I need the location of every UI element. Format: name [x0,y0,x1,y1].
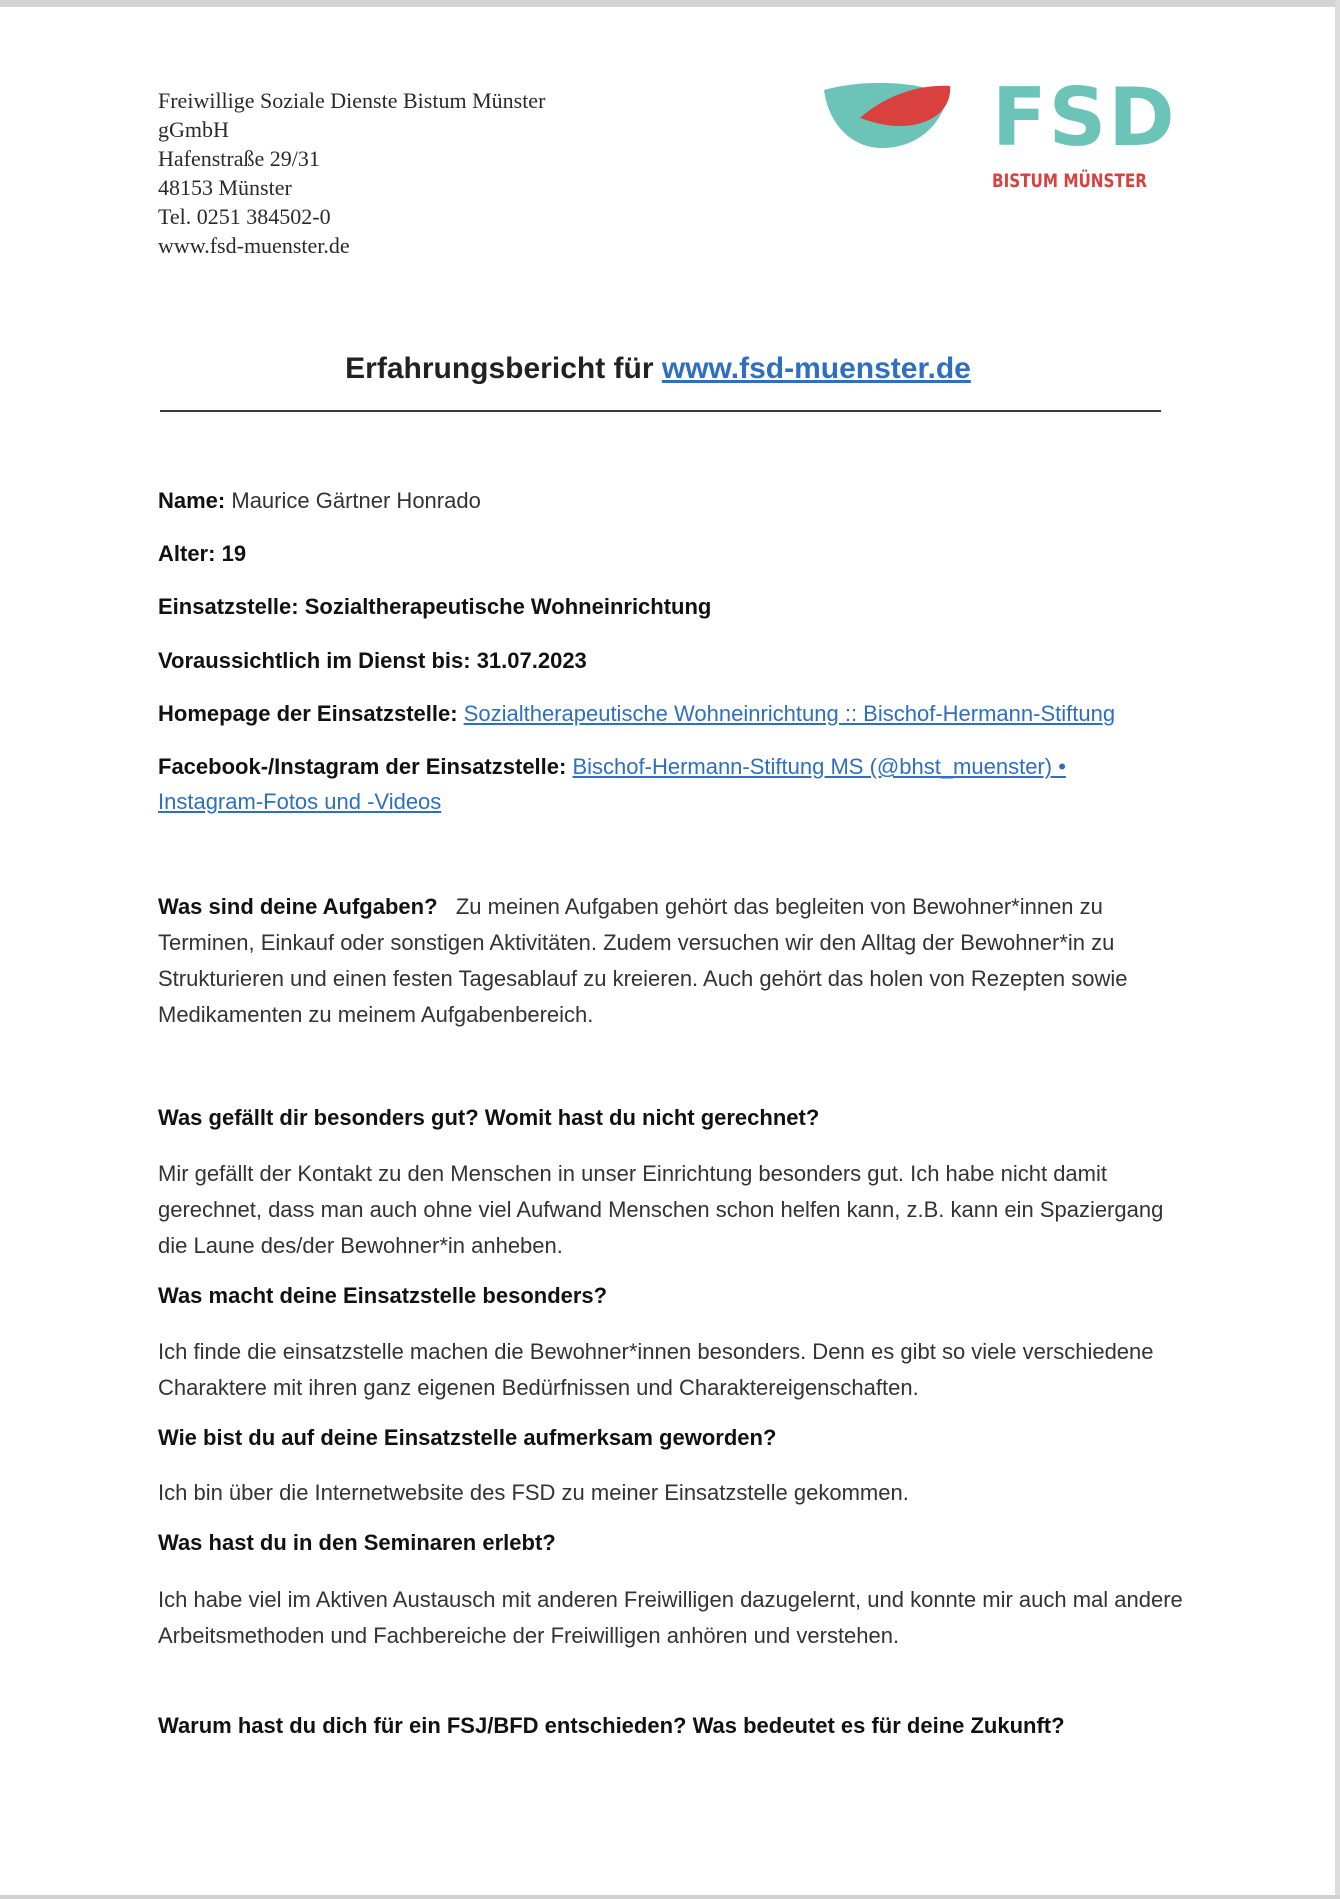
question-placement-special: Was macht deine Einsatzstelle besonders? [158,1283,608,1308]
answer-tasks-text: Zu meinen Aufgaben gehört das begleiten von Bewohner*innen zu Terminen, Einkauf oder sonstigen Aktivitäten. Zudem versuchen wir den Alltag der Bewohner*in zu Strukturieren und einen festen Tagesablauf zu kreieren. Auch gehört das holen von Rezepten sowie Medikamenten zu meinem Aufgabenbereich. [158,894,1128,1027]
question-seminars: Was hast du in den Seminaren erlebt? [158,1530,556,1555]
fsd-logo-wordmark: FSD [992,71,1177,164]
field-social-continued [158,785,441,819]
question-likes: Was gefällt dir besonders gut? Womit hast du nicht gerechnet? [158,1105,820,1130]
question-how-found: Wie bist du auf deine Einsatzstelle aufmerksam geworden? [158,1425,777,1450]
address-line-phone: Tel. 0251 384502-0 [158,204,331,229]
address-line-city: 48153 Münster [158,175,292,200]
fsd-logo [820,71,1177,198]
title-divider [160,410,1161,412]
title-website-link[interactable]: www.fsd-muenster.de [661,352,971,385]
question-tasks: Was sind deine Aufgaben? [158,894,438,919]
answer-seminars: Ich habe viel im Aktiven Austausch mit anderen Freiwilligen dazugelernt, und konnte mir auch mal andere Arbeitsmethoden und Fachbereiche der Freiwilligen anhören und verstehen. [158,1587,1183,1648]
fsd-logo-subtitle: BISTUM MÜNSTER [992,170,1147,192]
placement-label: Einsatzstelle: [158,594,299,619]
service-end-label: Voraussichtlich im Dienst bis: [158,648,471,673]
address-line-website: www.fsd-muenster.de [158,233,350,258]
page-title [158,352,1158,386]
social-link[interactable]: Bischof-Hermann-Stiftung MS (@bhst_muenster) • [572,754,1066,779]
social-label: Facebook-/Instagram der Einsatzstelle: [158,754,567,779]
age-value: 19 [221,541,247,566]
answer-likes: Mir gefällt der Kontakt zu den Menschen in unser Einrichtung besonders gut. Ich habe nicht damit gerechnet, dass man auch ohne viel Aufwand Menschen schon helfen kann, z.B. kann ein Spaziergang die Laune des/der Bewohner*in anheben. [158,1161,1164,1258]
answer-how-found: Ich bin über die Internetwebsite des FSD zu meiner Einsatzstelle gekommen. [158,1480,909,1505]
scan-edge-right [1335,0,1340,1899]
title-prefix: Erfahrungsbericht für [345,352,654,385]
question-why-fsj: Warum hast du dich für ein FSJ/BFD entschieden? Was bedeutet es für deine Zukunft? [158,1713,1065,1738]
age-label: Alter: [158,541,216,566]
address-line-street: Hafenstraße 29/31 [158,146,320,171]
field-name [158,484,481,518]
scan-edge-top [0,0,1340,7]
sender-address [158,86,545,260]
field-social [158,750,1066,784]
answer-placement-special: Ich finde die einsatzstelle machen die Bewohner*innen besonders. Denn es gibt so viele verschiedene Charaktere mit ihren ganz eigenen Bedürfnissen und Charaktereigenschaften. [158,1339,1154,1400]
service-end-value: 31.07.2023 [476,648,587,673]
field-service-end [158,644,587,678]
homepage-label: Homepage der Einsatzstelle: [158,701,458,726]
field-placement [158,590,711,624]
address-line-org: Freiwillige Soziale Dienste Bistum Münster [158,88,546,113]
field-age [158,537,246,571]
placement-value: Sozialtherapeutische Wohneinrichtung [304,594,712,619]
field-homepage [158,697,1115,731]
fsd-logo-mark-icon [820,78,955,153]
scan-edge-bottom [0,1895,1340,1899]
social-link-continued[interactable]: Instagram-Fotos und -Videos [158,789,442,814]
address-line-legal-form: gGmbH [158,117,229,142]
name-value: Maurice Gärtner Honrado [231,488,481,513]
homepage-link[interactable]: Sozialtherapeutische Wohneinrichtung :: Bischof-Hermann-Stiftung [463,701,1116,726]
name-label: Name: [158,488,226,513]
answer-tasks [158,889,1183,1033]
